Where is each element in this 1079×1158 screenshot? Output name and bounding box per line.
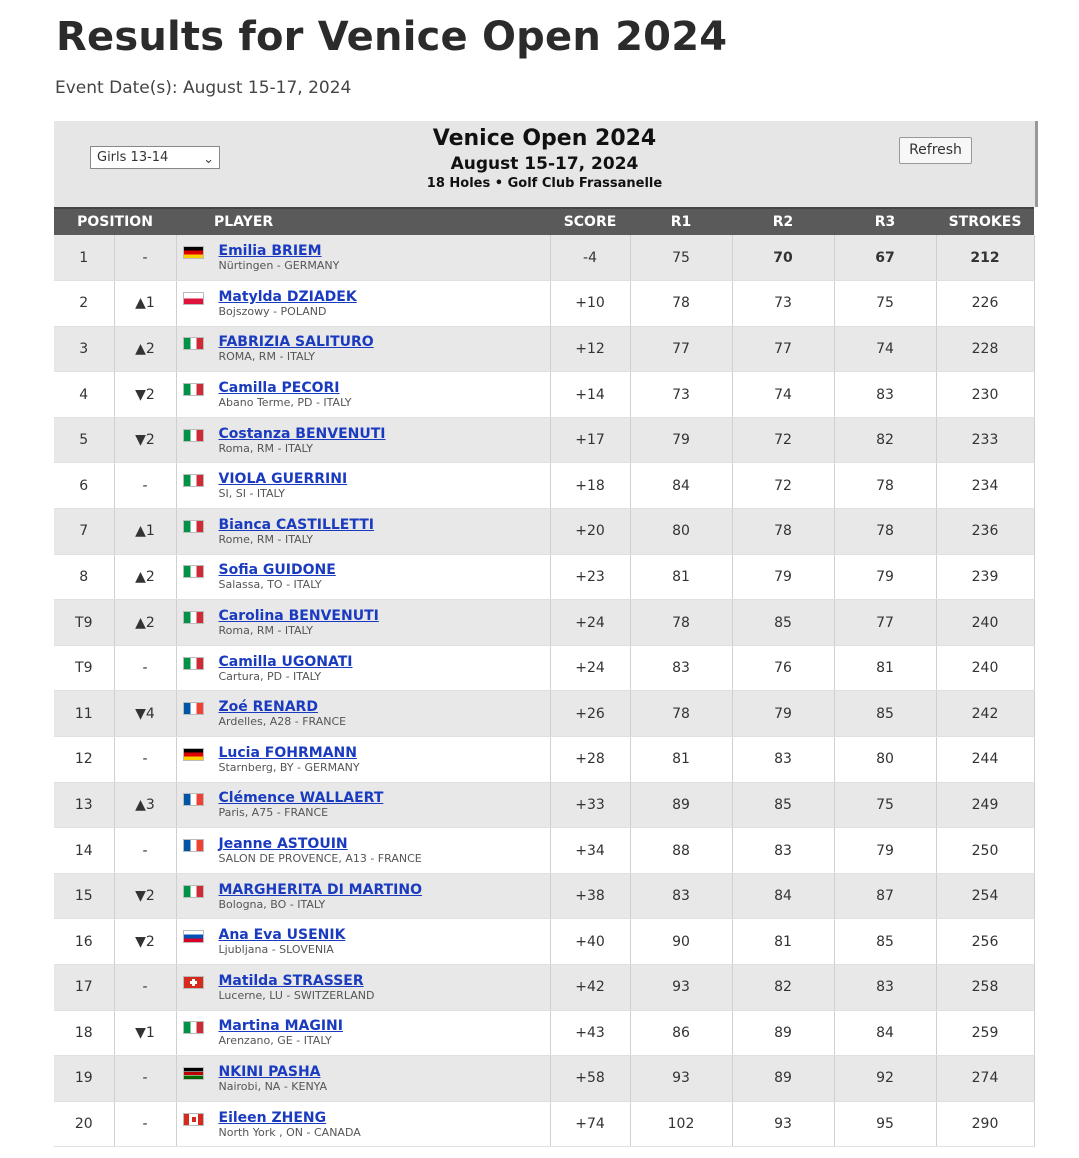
position-cell: 3 xyxy=(54,326,114,372)
score-cell: +38 xyxy=(550,873,630,919)
player-cell xyxy=(176,326,550,372)
player-name-link[interactable]: Ana Eva USENIK xyxy=(218,927,346,944)
score-cell: +10 xyxy=(550,281,630,327)
table-row[interactable] xyxy=(54,554,1034,600)
flag-fr-icon xyxy=(183,702,204,715)
table-row[interactable] xyxy=(54,1056,1034,1102)
position-cell: 7 xyxy=(54,509,114,555)
flag-it-icon xyxy=(183,1021,204,1034)
flag-it-icon xyxy=(183,520,204,533)
strokes-cell: 244 xyxy=(936,737,1034,783)
tournament-title: Venice Open 2024 xyxy=(432,126,657,151)
position-change: ▼1 xyxy=(114,1010,176,1056)
player-cell xyxy=(176,737,550,783)
player-location: Abano Terme, PD - ITALY xyxy=(218,396,352,410)
player-location: Salassa, TO - ITALY xyxy=(218,578,322,592)
score-cell: +40 xyxy=(550,919,630,965)
position-change: ▲2 xyxy=(114,600,176,646)
score-cell: +24 xyxy=(550,645,630,691)
r3-cell: 78 xyxy=(834,463,936,509)
r3-cell: 79 xyxy=(834,828,936,874)
r1-cell: 80 xyxy=(630,509,732,555)
r2-cell: 78 xyxy=(732,509,834,555)
flag-de-icon xyxy=(183,748,204,761)
score-cell: +23 xyxy=(550,554,630,600)
strokes-cell: 236 xyxy=(936,509,1034,555)
score-cell: +26 xyxy=(550,691,630,737)
r1-cell: 78 xyxy=(630,281,732,327)
player-cell xyxy=(176,372,550,418)
player-name-link[interactable]: Matilda STRASSER xyxy=(218,972,364,989)
column-header-player[interactable]: PLAYER xyxy=(176,208,550,235)
score-cell: +17 xyxy=(550,417,630,463)
player-location: Nairobi, NA - KENYA xyxy=(218,1079,328,1093)
player-cell xyxy=(176,281,550,327)
player-name-link[interactable]: Carolina BENVENUTI xyxy=(218,608,379,625)
flag-it-icon xyxy=(183,885,204,898)
strokes-cell: 254 xyxy=(936,873,1034,919)
flag-ke-icon xyxy=(183,1067,204,1080)
r1-cell: 78 xyxy=(630,691,732,737)
position-cell: 8 xyxy=(54,554,114,600)
table-row[interactable] xyxy=(54,737,1034,783)
r2-cell: 93 xyxy=(732,1101,834,1147)
flag-si-icon xyxy=(183,930,204,943)
position-change: ▼2 xyxy=(114,372,176,418)
r1-cell: 93 xyxy=(630,965,732,1011)
flag-pl-icon xyxy=(183,292,204,305)
strokes-cell: 274 xyxy=(936,1056,1034,1102)
r3-cell: 80 xyxy=(834,737,936,783)
player-location: Roma, RM - ITALY xyxy=(218,441,313,455)
refresh-button[interactable]: Refresh xyxy=(899,137,972,164)
player-cell xyxy=(176,782,550,828)
r1-cell: 86 xyxy=(630,1010,732,1056)
table-row[interactable] xyxy=(54,691,1034,737)
table-row[interactable] xyxy=(54,281,1034,327)
table-row[interactable] xyxy=(54,463,1034,509)
flag-de-icon xyxy=(183,246,204,259)
r2-cell: 82 xyxy=(732,965,834,1011)
player-name-link[interactable]: Lucia FOHRMANN xyxy=(218,744,357,761)
strokes-cell: 240 xyxy=(936,600,1034,646)
column-header-r2[interactable]: R2 xyxy=(732,208,834,235)
flag-fr-icon xyxy=(183,793,204,806)
player-name-link[interactable]: Costanza BENVENUTI xyxy=(218,425,386,442)
r2-cell: 73 xyxy=(732,281,834,327)
r2-cell: 77 xyxy=(732,326,834,372)
r1-cell: 83 xyxy=(630,645,732,691)
table-row[interactable] xyxy=(54,645,1034,691)
player-location: Ljubljana - SLOVENIA xyxy=(218,943,334,957)
position-cell: 13 xyxy=(54,782,114,828)
r1-cell: 73 xyxy=(630,372,732,418)
r2-cell: 72 xyxy=(732,463,834,509)
position-change: - xyxy=(114,1056,176,1102)
position-change: - xyxy=(114,463,176,509)
player-name-link[interactable]: Bianca CASTILLETTI xyxy=(218,516,374,533)
player-cell xyxy=(176,417,550,463)
division-select[interactable] xyxy=(90,146,220,169)
position-change: ▼4 xyxy=(114,691,176,737)
player-cell xyxy=(176,463,550,509)
flag-it-icon xyxy=(183,337,204,350)
strokes-cell: 256 xyxy=(936,919,1034,965)
r3-cell: 67 xyxy=(834,235,936,281)
strokes-cell: 258 xyxy=(936,965,1034,1011)
r3-cell: 95 xyxy=(834,1101,936,1147)
r2-cell: 81 xyxy=(732,919,834,965)
column-header-r1[interactable]: R1 xyxy=(630,208,732,235)
player-cell xyxy=(176,873,550,919)
r1-cell: 79 xyxy=(630,417,732,463)
player-cell xyxy=(176,691,550,737)
r2-cell: 83 xyxy=(732,737,834,783)
position-change: ▼2 xyxy=(114,873,176,919)
page-title: Results for Venice Open 2024 xyxy=(56,14,728,60)
position-cell: 18 xyxy=(54,1010,114,1056)
position-cell: 11 xyxy=(54,691,114,737)
score-cell: +43 xyxy=(550,1010,630,1056)
player-name-link[interactable]: Camilla UGONATI xyxy=(218,653,353,670)
position-change: ▲2 xyxy=(114,326,176,372)
r3-cell: 74 xyxy=(834,326,936,372)
score-cell: -4 xyxy=(550,235,630,281)
r1-cell: 89 xyxy=(630,782,732,828)
strokes-cell: 230 xyxy=(936,372,1034,418)
player-location: Cartura, PD - ITALY xyxy=(218,669,322,683)
flag-it-icon xyxy=(183,611,204,624)
player-location: SI, SI - ITALY xyxy=(218,487,285,501)
r1-cell: 75 xyxy=(630,235,732,281)
player-location: SALON DE PROVENCE, A13 - FRANCE xyxy=(218,852,422,866)
position-change: - xyxy=(114,645,176,691)
r2-cell: 85 xyxy=(732,600,834,646)
position-cell: 4 xyxy=(54,372,114,418)
position-cell: 2 xyxy=(54,281,114,327)
r3-cell: 85 xyxy=(834,919,936,965)
position-cell: 12 xyxy=(54,737,114,783)
position-change: - xyxy=(114,828,176,874)
position-cell: 20 xyxy=(54,1101,114,1147)
r3-cell: 81 xyxy=(834,645,936,691)
player-cell xyxy=(176,235,550,281)
score-cell: +34 xyxy=(550,828,630,874)
r2-cell: 79 xyxy=(732,691,834,737)
score-cell: +28 xyxy=(550,737,630,783)
leaderboard-widget xyxy=(54,121,1038,1147)
strokes-cell: 290 xyxy=(936,1101,1034,1147)
r3-cell: 75 xyxy=(834,782,936,828)
r2-cell: 74 xyxy=(732,372,834,418)
r1-cell: 93 xyxy=(630,1056,732,1102)
results-table xyxy=(54,207,1035,1147)
chevron-down-icon: ⌄ xyxy=(203,152,214,167)
r2-cell: 85 xyxy=(732,782,834,828)
player-location: North York , ON - CANADA xyxy=(218,1125,361,1139)
table-row[interactable] xyxy=(54,326,1034,372)
player-cell xyxy=(176,509,550,555)
table-row[interactable] xyxy=(54,1101,1034,1147)
leaderboard-header xyxy=(54,121,1038,207)
table-row[interactable] xyxy=(54,417,1034,463)
r2-cell: 89 xyxy=(732,1056,834,1102)
player-cell xyxy=(176,645,550,691)
player-location: Paris, A75 - FRANCE xyxy=(218,806,329,820)
table-row[interactable] xyxy=(54,600,1034,646)
strokes-cell: 249 xyxy=(936,782,1034,828)
r1-cell: 90 xyxy=(630,919,732,965)
player-location: Arenzano, GE - ITALY xyxy=(218,1034,332,1048)
player-location: Bologna, BO - ITALY xyxy=(218,897,326,911)
strokes-cell: 242 xyxy=(936,691,1034,737)
score-cell: +18 xyxy=(550,463,630,509)
player-location: Bojszowy - POLAND xyxy=(218,304,327,318)
flag-ca-icon xyxy=(183,1113,204,1126)
position-change: - xyxy=(114,235,176,281)
score-cell: +24 xyxy=(550,600,630,646)
player-location: Rome, RM - ITALY xyxy=(218,532,313,546)
player-name-link[interactable]: Zoé RENARD xyxy=(218,699,318,716)
r3-cell: 77 xyxy=(834,600,936,646)
r3-cell: 79 xyxy=(834,554,936,600)
flag-it-icon xyxy=(183,429,204,442)
results-body xyxy=(54,235,1034,1147)
position-cell: 17 xyxy=(54,965,114,1011)
flag-it-icon xyxy=(183,565,204,578)
r2-cell: 84 xyxy=(732,873,834,919)
r3-cell: 82 xyxy=(834,417,936,463)
results-header-row xyxy=(54,208,1034,235)
r2-cell: 83 xyxy=(732,828,834,874)
strokes-cell: 234 xyxy=(936,463,1034,509)
table-row[interactable] xyxy=(54,1010,1034,1056)
event-date: Event Date(s): August 15-17, 2024 xyxy=(55,78,352,98)
r1-cell: 78 xyxy=(630,600,732,646)
r1-cell: 88 xyxy=(630,828,732,874)
position-cell: 19 xyxy=(54,1056,114,1102)
position-change: ▲3 xyxy=(114,782,176,828)
player-location: Starnberg, BY - GERMANY xyxy=(218,760,360,774)
position-change: - xyxy=(114,737,176,783)
strokes-cell: 212 xyxy=(936,235,1034,281)
table-row[interactable] xyxy=(54,919,1034,965)
position-cell: 16 xyxy=(54,919,114,965)
table-row[interactable] xyxy=(54,965,1034,1011)
r3-cell: 85 xyxy=(834,691,936,737)
table-row[interactable] xyxy=(54,509,1034,555)
table-row[interactable] xyxy=(54,873,1034,919)
position-change: ▼2 xyxy=(114,417,176,463)
player-cell xyxy=(176,1010,550,1056)
r2-cell: 79 xyxy=(732,554,834,600)
player-name-link[interactable]: Martina MAGINI xyxy=(218,1018,343,1035)
score-cell: +20 xyxy=(550,509,630,555)
division-select-value: Girls 13-14 xyxy=(97,150,169,165)
strokes-cell: 240 xyxy=(936,645,1034,691)
position-cell: T9 xyxy=(54,645,114,691)
r1-cell: 81 xyxy=(630,737,732,783)
position-cell: 6 xyxy=(54,463,114,509)
table-row[interactable] xyxy=(54,782,1034,828)
player-location: Nürtingen - GERMANY xyxy=(218,259,340,273)
player-name-link[interactable]: Jeanne ASTOUIN xyxy=(218,836,348,853)
strokes-cell: 239 xyxy=(936,554,1034,600)
player-cell xyxy=(176,1101,550,1147)
r3-cell: 92 xyxy=(834,1056,936,1102)
r2-cell: 76 xyxy=(732,645,834,691)
r3-cell: 87 xyxy=(834,873,936,919)
position-change: ▲2 xyxy=(114,554,176,600)
player-cell xyxy=(176,1056,550,1102)
table-row[interactable] xyxy=(54,372,1034,418)
r1-cell: 77 xyxy=(630,326,732,372)
player-location: ROMA, RM - ITALY xyxy=(218,350,315,364)
score-cell: +42 xyxy=(550,965,630,1011)
table-row[interactable] xyxy=(54,235,1034,281)
position-cell: 1 xyxy=(54,235,114,281)
player-cell xyxy=(176,600,550,646)
player-name-link[interactable]: Emilia BRIEM xyxy=(218,243,322,260)
player-location: Roma, RM - ITALY xyxy=(218,624,313,638)
r1-cell: 84 xyxy=(630,463,732,509)
position-cell: T9 xyxy=(54,600,114,646)
r2-cell: 89 xyxy=(732,1010,834,1056)
player-cell xyxy=(176,554,550,600)
r3-cell: 84 xyxy=(834,1010,936,1056)
flag-fr-icon xyxy=(183,839,204,852)
position-change: - xyxy=(114,965,176,1011)
player-name-link[interactable]: Matylda DZIADEK xyxy=(218,288,357,305)
score-cell: +33 xyxy=(550,782,630,828)
r3-cell: 83 xyxy=(834,372,936,418)
column-header-position[interactable]: POSITION xyxy=(54,208,176,235)
player-name-link[interactable]: Sofia GUIDONE xyxy=(218,562,336,579)
score-cell: +58 xyxy=(550,1056,630,1102)
position-change: - xyxy=(114,1101,176,1147)
flag-it-icon xyxy=(183,474,204,487)
position-change: ▲1 xyxy=(114,281,176,327)
column-header-strokes[interactable]: STROKES xyxy=(936,208,1034,235)
position-cell: 5 xyxy=(54,417,114,463)
player-cell xyxy=(176,828,550,874)
score-cell: +12 xyxy=(550,326,630,372)
player-name-link[interactable]: MARGHERITA DI MARTINO xyxy=(218,881,422,898)
r1-cell: 81 xyxy=(630,554,732,600)
tournament-dates: August 15-17, 2024 xyxy=(450,154,639,174)
player-name-link[interactable]: Camilla PECORI xyxy=(218,380,340,397)
position-change: ▲1 xyxy=(114,509,176,555)
flag-ch-icon xyxy=(183,976,204,989)
score-cell: +14 xyxy=(550,372,630,418)
tournament-course: 18 Holes • Golf Club Frassanelle xyxy=(426,176,663,191)
player-name-link[interactable]: Clémence WALLAERT xyxy=(218,790,384,807)
player-location: Lucerne, LU - SWITZERLAND xyxy=(218,988,375,1002)
r3-cell: 78 xyxy=(834,509,936,555)
strokes-cell: 228 xyxy=(936,326,1034,372)
r3-cell: 75 xyxy=(834,281,936,327)
strokes-cell: 250 xyxy=(936,828,1034,874)
position-change: ▼2 xyxy=(114,919,176,965)
r1-cell: 83 xyxy=(630,873,732,919)
player-cell xyxy=(176,965,550,1011)
position-cell: 15 xyxy=(54,873,114,919)
column-header-r3[interactable]: R3 xyxy=(834,208,936,235)
position-cell: 14 xyxy=(54,828,114,874)
r1-cell: 102 xyxy=(630,1101,732,1147)
flag-it-icon xyxy=(183,383,204,396)
strokes-cell: 226 xyxy=(936,281,1034,327)
strokes-cell: 233 xyxy=(936,417,1034,463)
table-row[interactable] xyxy=(54,828,1034,874)
score-cell: +74 xyxy=(550,1101,630,1147)
player-location: Ardelles, A28 - FRANCE xyxy=(218,715,347,729)
player-cell xyxy=(176,919,550,965)
r3-cell: 83 xyxy=(834,965,936,1011)
player-name-link[interactable]: VIOLA GUERRINI xyxy=(218,471,348,488)
r2-cell: 72 xyxy=(732,417,834,463)
column-header-score[interactable]: SCORE xyxy=(550,208,630,235)
player-name-link[interactable]: NKINI PASHA xyxy=(218,1063,321,1080)
strokes-cell: 259 xyxy=(936,1010,1034,1056)
player-name-link[interactable]: FABRIZIA SALITURO xyxy=(218,334,374,351)
r2-cell: 70 xyxy=(732,235,834,281)
flag-it-icon xyxy=(183,657,204,670)
player-name-link[interactable]: Eileen ZHENG xyxy=(218,1109,327,1126)
